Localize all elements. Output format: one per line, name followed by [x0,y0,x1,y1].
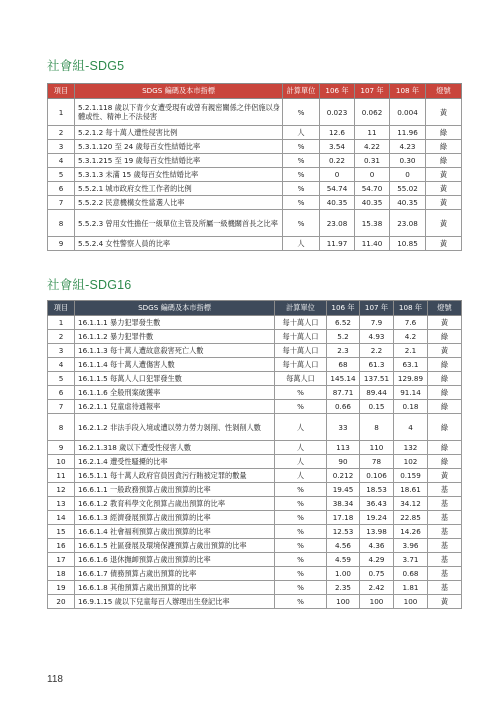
value-108-cell: 4 [394,414,428,441]
row-number: 9 [48,441,75,455]
table-row [48,330,462,344]
unit-cell: % [275,539,327,553]
value-107-cell: 2.42 [360,581,394,595]
unit-cell: % [283,182,320,196]
row-number: 13 [48,497,75,511]
value-107-cell: 0.31 [355,154,390,168]
light-cell: 綠 [428,455,462,469]
sdg16-table-body [48,316,462,609]
row-number: 20 [48,595,75,609]
row-number: 3 [48,140,75,154]
indicator-cell: 16.6.1.5 社區發展及環境保護預算占歲出預算的比率 [75,539,275,553]
light-cell: 黃 [428,595,462,609]
table-row [48,455,462,469]
table-row [48,553,462,567]
value-108-cell: 0.004 [390,99,426,126]
indicator-cell: 5.5.2.4 女性警察人員的比率 [75,237,283,251]
table-row [48,469,462,483]
unit-cell: % [275,581,327,595]
indicator-cell: 5.3.1.120 至 24 歲每百女性結婚比率 [75,140,283,154]
unit-cell: % [283,154,320,168]
row-number: 2 [48,126,75,140]
row-number: 12 [48,483,75,497]
light-cell: 綠 [426,126,462,140]
value-108-cell: 63.1 [394,358,428,372]
value-106-cell: 0.66 [327,400,360,414]
unit-cell: % [283,140,320,154]
table-row [48,140,462,154]
sdg5-table [47,83,462,251]
light-cell: 黃 [426,237,462,251]
table-row [48,525,462,539]
value-107-cell: 40.35 [355,196,390,210]
indicator-cell: 16.2.1.2 非法手段入境或遭以勞力勞力剝削、性剝削人數 [75,414,275,441]
light-cell: 基 [428,497,462,511]
value-106-cell: 0.22 [320,154,355,168]
table-row [48,372,462,386]
indicator-cell: 16.9.1.15 歲以下兒童每百人辦理出生登記比率 [75,595,275,609]
row-number: 9 [48,237,75,251]
unit-cell: % [283,99,320,126]
indicator-cell: 5.5.2.1 城市政府女性工作者的比例 [75,182,283,196]
value-106-cell: 90 [327,455,360,469]
value-108-cell: 3.96 [394,539,428,553]
table-row [48,595,462,609]
light-cell: 基 [428,539,462,553]
value-107-cell: 100 [360,595,394,609]
value-107-cell: 7.9 [360,316,394,330]
value-106-cell: 33 [327,414,360,441]
value-108-cell: 55.02 [390,182,426,196]
table-row [48,154,462,168]
value-108-cell: 3.71 [394,553,428,567]
indicator-cell: 16.1.1.4 每十萬人遭傷害人數 [75,358,275,372]
indicator-cell: 16.6.1.4 社會福利預算占歲出預算的比率 [75,525,275,539]
table-row [48,316,462,330]
unit-cell: 人 [275,414,327,441]
value-107-cell: 2.2 [360,344,394,358]
light-cell: 綠 [426,140,462,154]
light-cell: 綠 [428,441,462,455]
value-107-cell: 4.93 [360,330,394,344]
value-106-cell: 4.59 [327,553,360,567]
value-106-cell: 12.6 [320,126,355,140]
header-indicator: SDGS 編碼及本市指標 [75,301,275,316]
row-number: 18 [48,567,75,581]
light-cell: 綠 [428,414,462,441]
value-108-cell: 0 [390,168,426,182]
value-107-cell: 0.106 [360,469,394,483]
indicator-cell: 5.5.2.3 曾用女性擔任一級單位主管及所屬一級機關首長之比率 [75,210,283,237]
indicator-cell: 5.3.1.215 至 19 歲每百女性結婚比率 [75,154,283,168]
value-106-cell: 0.023 [320,99,355,126]
value-107-cell: 4.36 [360,539,394,553]
light-cell: 綠 [428,386,462,400]
value-108-cell: 1.81 [394,581,428,595]
table-row [48,344,462,358]
indicator-cell: 16.6.1.8 其他預算占歲出預算的比率 [75,581,275,595]
row-number: 17 [48,553,75,567]
light-cell: 綠 [428,330,462,344]
value-106-cell: 0.212 [327,469,360,483]
indicator-cell: 16.1.1.5 每萬人人口犯罪發生數 [75,372,275,386]
table-row [48,400,462,414]
header-no: 項目 [48,84,75,99]
section-title-sdg16: 社會組-SDG16 [47,278,132,292]
light-cell: 綠 [428,372,462,386]
table-row [48,511,462,525]
unit-cell: % [275,595,327,609]
light-cell: 黃 [426,168,462,182]
unit-cell: % [275,525,327,539]
value-106-cell: 17.18 [327,511,360,525]
value-107-cell: 0.75 [360,567,394,581]
row-number: 16 [48,539,75,553]
value-108-cell: 0.68 [394,567,428,581]
table-row [48,386,462,400]
value-107-cell: 61.3 [360,358,394,372]
indicator-cell: 16.6.1.6 退休撫卹預算占歲出預算的比率 [75,553,275,567]
value-108-cell: 34.12 [394,497,428,511]
light-cell: 綠 [428,358,462,372]
value-108-cell: 129.89 [394,372,428,386]
row-number: 19 [48,581,75,595]
value-108-cell: 14.26 [394,525,428,539]
value-106-cell: 19.45 [327,483,360,497]
value-108-cell: 4.23 [390,140,426,154]
header-107: 107 年 [355,84,390,99]
table-row [48,237,462,251]
value-107-cell: 89.44 [360,386,394,400]
light-cell: 基 [428,567,462,581]
value-107-cell: 11.40 [355,237,390,251]
unit-cell: 每十萬人口 [275,316,327,330]
unit-cell: % [283,210,320,237]
table-row [48,497,462,511]
indicator-cell: 16.6.1.2 教育科學文化預算占歲出預算的比率 [75,497,275,511]
unit-cell: 人 [283,126,320,140]
value-106-cell: 100 [327,595,360,609]
value-106-cell: 3.54 [320,140,355,154]
value-107-cell: 18.53 [360,483,394,497]
unit-cell: % [275,567,327,581]
value-107-cell: 54.70 [355,182,390,196]
value-108-cell: 7.6 [394,316,428,330]
indicator-cell: 16.1.1.3 每十萬人遭故意殺害死亡人數 [75,344,275,358]
value-107-cell: 15.38 [355,210,390,237]
row-number: 4 [48,358,75,372]
header-108: 108 年 [394,301,428,316]
unit-cell: % [275,386,327,400]
value-106-cell: 87.71 [327,386,360,400]
indicator-cell: 5.5.2.2 民意機構女性當選人比率 [75,196,283,210]
header-light: 燈號 [428,301,462,316]
value-108-cell: 22.85 [394,511,428,525]
row-number: 4 [48,154,75,168]
unit-cell: 人 [275,441,327,455]
value-106-cell: 2.3 [327,344,360,358]
value-106-cell: 54.74 [320,182,355,196]
value-107-cell: 0.15 [360,400,394,414]
value-106-cell: 23.08 [320,210,355,237]
value-106-cell: 6.52 [327,316,360,330]
indicator-cell: 16.5.1.1 每十萬人政府官員因貪污行賄被定罪的數量 [75,469,275,483]
value-108-cell: 40.35 [390,196,426,210]
light-cell: 黃 [426,196,462,210]
value-108-cell: 91.14 [394,386,428,400]
value-108-cell: 11.96 [390,126,426,140]
table-row [48,126,462,140]
value-108-cell: 0.30 [390,154,426,168]
table-row [48,168,462,182]
light-cell: 黃 [428,344,462,358]
unit-cell: % [275,497,327,511]
light-cell: 綠 [426,154,462,168]
header-106: 106 年 [327,301,360,316]
value-107-cell: 110 [360,441,394,455]
value-106-cell: 5.2 [327,330,360,344]
sdg5-table-body [48,99,462,251]
row-number: 7 [48,400,75,414]
value-108-cell: 2.1 [394,344,428,358]
value-108-cell: 102 [394,455,428,469]
light-cell: 基 [428,483,462,497]
unit-cell: % [275,511,327,525]
page-number: 118 [47,674,63,685]
value-107-cell: 19.24 [360,511,394,525]
value-108-cell: 10.85 [390,237,426,251]
value-106-cell: 2.35 [327,581,360,595]
light-cell: 黃 [426,182,462,196]
value-107-cell: 4.22 [355,140,390,154]
unit-cell: 每十萬人口 [275,358,327,372]
header-no: 項目 [48,301,75,316]
unit-cell: % [283,196,320,210]
value-106-cell: 11.97 [320,237,355,251]
row-number: 15 [48,525,75,539]
row-number: 8 [48,414,75,441]
value-106-cell: 1.00 [327,567,360,581]
value-106-cell: 0 [320,168,355,182]
light-cell: 基 [428,581,462,595]
value-108-cell: 18.61 [394,483,428,497]
indicator-cell: 16.2.1.1 兒童虐待通報率 [75,400,275,414]
value-107-cell: 8 [360,414,394,441]
value-107-cell: 4.29 [360,553,394,567]
header-106: 106 年 [320,84,355,99]
sdg16-table [47,300,462,609]
value-106-cell: 4.56 [327,539,360,553]
indicator-cell: 5.3.1.3 未滿 15 歲每百女性結婚比率 [75,168,283,182]
value-108-cell: 100 [394,595,428,609]
value-108-cell: 132 [394,441,428,455]
light-cell: 基 [428,553,462,567]
unit-cell: % [275,400,327,414]
indicator-cell: 16.1.1.1 暴力犯罪發生數 [75,316,275,330]
table-row [48,441,462,455]
value-107-cell: 0 [355,168,390,182]
value-108-cell: 0.18 [394,400,428,414]
unit-cell: 人 [275,455,327,469]
indicator-cell: 16.6.1.7 債務預算占歲出預算的比率 [75,567,275,581]
row-number: 3 [48,344,75,358]
row-number: 8 [48,210,75,237]
header-light: 燈號 [426,84,462,99]
header-unit: 計算單位 [275,301,327,316]
unit-cell: 每十萬人口 [275,330,327,344]
value-107-cell: 13.98 [360,525,394,539]
value-107-cell: 36.43 [360,497,394,511]
unit-cell: 每十萬人口 [275,344,327,358]
indicator-cell: 16.2.1.4 遭受性騷擾的比率 [75,455,275,469]
row-number: 5 [48,372,75,386]
row-number: 5 [48,168,75,182]
row-number: 6 [48,182,75,196]
table-header-row [48,84,462,99]
unit-cell: 每萬人口 [275,372,327,386]
value-108-cell: 23.08 [390,210,426,237]
row-number: 1 [48,316,75,330]
table-row [48,414,462,441]
row-number: 14 [48,511,75,525]
row-number: 11 [48,469,75,483]
light-cell: 黃 [428,469,462,483]
table-row [48,581,462,595]
light-cell: 黃 [428,316,462,330]
indicator-cell: 16.1.1.6 全般刑案破獲率 [75,386,275,400]
value-106-cell: 145.14 [327,372,360,386]
value-106-cell: 38.34 [327,497,360,511]
row-number: 6 [48,386,75,400]
unit-cell: % [275,483,327,497]
row-number: 1 [48,99,75,126]
table-row [48,99,462,126]
table-row [48,567,462,581]
unit-cell: 人 [275,469,327,483]
row-number: 10 [48,455,75,469]
value-108-cell: 0.159 [394,469,428,483]
light-cell: 黃 [426,210,462,237]
header-107: 107 年 [360,301,394,316]
light-cell: 綠 [428,400,462,414]
value-106-cell: 113 [327,441,360,455]
header-unit: 計算單位 [283,84,320,99]
row-number: 2 [48,330,75,344]
unit-cell: % [275,553,327,567]
table-row [48,483,462,497]
indicator-cell: 16.1.1.2 暴力犯罪件數 [75,330,275,344]
value-106-cell: 40.35 [320,196,355,210]
value-107-cell: 137.51 [360,372,394,386]
light-cell: 黃 [426,99,462,126]
table-row [48,182,462,196]
indicator-cell: 16.6.1.1 一般政務預算占歲出預算的比率 [75,483,275,497]
value-107-cell: 11 [355,126,390,140]
table-row [48,358,462,372]
value-106-cell: 68 [327,358,360,372]
indicator-cell: 5.2.1.118 歲以下青少女遭受現有或曾有親密關係之伴侶施以身體或性、精神上不法侵害 [75,99,283,126]
header-indicator: SDGS 編碼及本市指標 [75,84,283,99]
unit-cell: 人 [283,237,320,251]
light-cell: 基 [428,511,462,525]
header-108: 108 年 [390,84,426,99]
light-cell: 基 [428,525,462,539]
indicator-cell: 16.6.1.3 經濟發展預算占歲出預算的比率 [75,511,275,525]
indicator-cell: 5.2.1.2 每十萬人遭性侵害比例 [75,126,283,140]
row-number: 7 [48,196,75,210]
value-107-cell: 0.062 [355,99,390,126]
table-header-row [48,301,462,316]
value-106-cell: 12.53 [327,525,360,539]
table-row [48,196,462,210]
table-row [48,210,462,237]
table-row [48,539,462,553]
indicator-cell: 16.2.1.318 歲以下遭受性侵害人數 [75,441,275,455]
section-title-sdg5: 社會組-SDG5 [47,59,125,73]
value-107-cell: 78 [360,455,394,469]
unit-cell: % [283,168,320,182]
value-108-cell: 4.2 [394,330,428,344]
